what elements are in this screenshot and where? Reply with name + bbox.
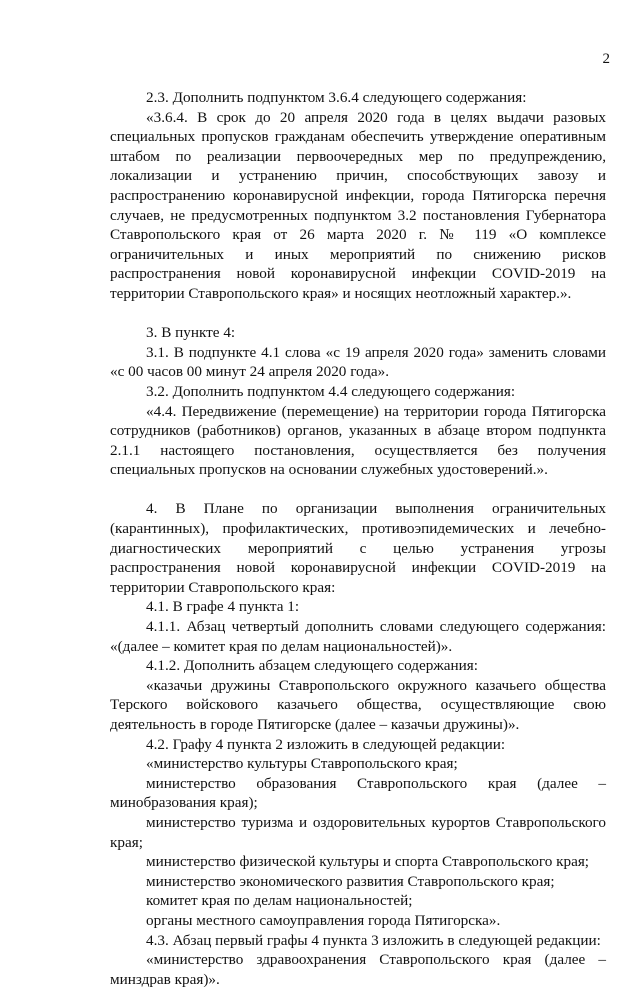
- paragraph: министерство экономического развития Ставропольского края;: [146, 872, 555, 890]
- paragraph: «3.6.4. В срок до 20 апреля 2020 года в целях выдачи разовых специальных пропусков гражданам обеспечить утверждение оперативным штабом по реализации первоочередных мер по предупреждению, локализации и устранению причин, способствующих завозу и распространению коронавирусной инфекции, города Пятигорска перечня случаев, не предусмотренных подпунктом 3.2 постановления Губернатора Ставропольского края от 26 марта 2020 г. № 119 «О комплексе ограничительных и иных мероприятий по снижению рисков распространения новой коронавирусной инфекции COVID-2019 на территории Ставропольского края» и носящих неотложный характер.».: [110, 108, 606, 302]
- paragraph: «казачьи дружины Ставропольского окружного казачьего общества Терского войскового казачьего общества, осуществляющие свою деятельность в городе Пятигорске (далее – казачьи дружины)».: [110, 676, 606, 733]
- document-body: [110, 88, 606, 989]
- paragraph: 3.1. В подпункте 4.1 слова «с 19 апреля 2020 года» заменить словами «с 00 часов 00 минут 24 апреля 2020 года».: [110, 343, 606, 381]
- paragraph: 4. В Плане по организации выполнения ограничительных (карантинных), профилактических, противоэпидемических и лечебно-диагностических мероприятий с целью устранения угрозы распространения новой коронавирусной инфекции COVID-2019 на территории Ставропольского края:: [110, 500, 606, 596]
- paragraph-gap: [110, 480, 606, 500]
- page-number: 2: [602, 51, 610, 67]
- paragraph: 4.1.1. Абзац четвертый дополнить словами следующего содержания: «(далее – комитет края по делам национальностей)».: [110, 618, 606, 655]
- paragraph: «4.4. Передвижение (перемещение) на территории города Пятигорска сотрудников (работников) органов, указанных в абзаце втором подпункта 2.1.1 настоящего постановления, осуществляется без получения специальных пропусков на основании служебных удостоверений.».: [110, 402, 606, 479]
- paragraph: комитет края по делам национальностей;: [146, 892, 413, 910]
- paragraph: 4.1. В графе 4 пункта 1:: [146, 598, 300, 616]
- paragraph: 4.2. Графу 4 пункта 2 изложить в следующей редакции:: [146, 735, 506, 753]
- paragraph: «министерство здравоохранения Ставропольского края (далее – минздрав края)».: [110, 951, 606, 988]
- paragraph: министерство туризма и оздоровительных курортов Ставропольского края;: [110, 813, 606, 851]
- paragraph: органы местного самоуправления города Пятигорска».: [146, 911, 501, 929]
- paragraph: «министерство культуры Ставропольского края;: [146, 755, 458, 773]
- paragraph: 3. В пункте 4:: [146, 324, 236, 342]
- paragraph: 3.2. Дополнить подпунктом 4.4 следующего содержания:: [146, 382, 516, 400]
- paragraph: 4.1.2. Дополнить абзацем следующего содержания:: [146, 657, 478, 675]
- paragraph: министерство физической культуры и спорта Ставропольского края;: [146, 853, 590, 871]
- paragraph: министерство образования Ставропольского края (далее – минобразования края);: [110, 774, 606, 812]
- paragraph: 4.3. Абзац первый графы 4 пункта 3 изложить в следующей редакции:: [146, 931, 601, 949]
- paragraph-gap: [110, 304, 606, 324]
- paragraph: 2.3. Дополнить подпунктом 3.6.4 следующего содержания:: [146, 89, 527, 106]
